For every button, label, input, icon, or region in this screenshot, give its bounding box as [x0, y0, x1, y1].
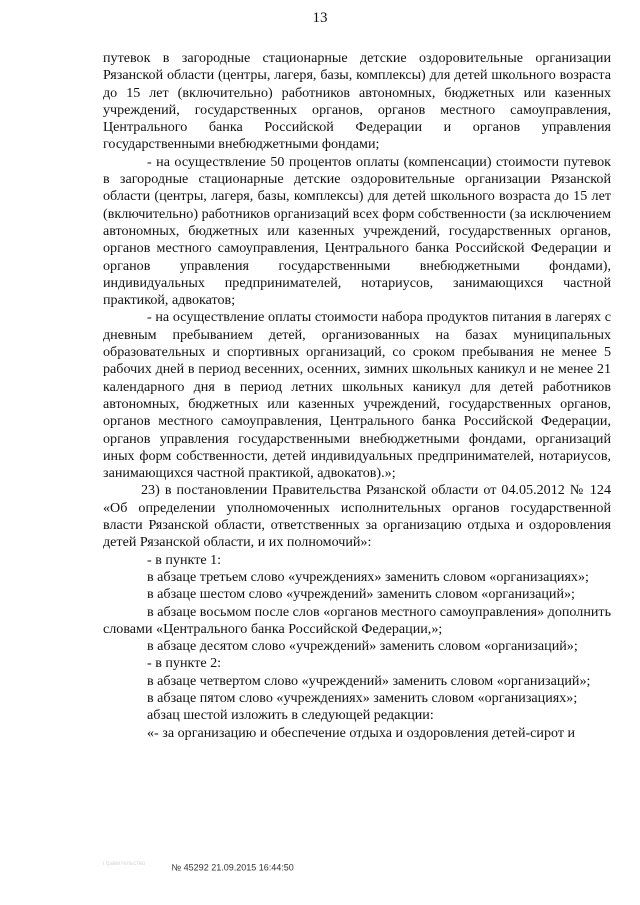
page-number: 13: [312, 10, 328, 26]
paragraph: «- за организацию и обеспечение отдыха и оздоровления детей-сирот и: [147, 724, 576, 741]
paragraph: в абзаце четвертом слово «учреждений» заменить словом «организаций»;: [147, 672, 591, 689]
document-registration-info: № 45292 21.09.2015 16:44:50: [171, 862, 294, 873]
paragraph: - на осуществление 50 процентов оплаты (компенсации) стоимости путевок в загородные стационарные детские оздоровительные организации Рязанской области (центры, лагеря, базы, комплексы) для детей школьного возраста до 15 лет (включительно) работников организаций всех форм собственности (за исключением автономных, бюджетных или казенных учреждений, государственных органов, органов местного самоуправления, Центрального банка Российской Федерации и органов управления государственными внебюджетными фондами), индивидуальных предпринимателей, нотариусов, занимающихся частной практикой, адвокатов;: [103, 153, 611, 309]
paragraph: - на осуществление оплаты стоимости набора продуктов питания в лагерях с дневным пребыванием детей, организованных на базах муниципальных образовательных и спортивных организаций, со сроком пребывания не менее 5 рабочих дней в период весенних, осенних, зимних школьных каникул и не менее 21 календарного дня в период летних школьных каникул для детей работников автономных, бюджетных или казенных учреждений, государственных органов, органов местного самоуправления, Центрального банка Российской Федерации, органов управления государственными внебюджетными фондами, организаций иных форм собственности, детей индивидуальных предпринимателей, нотариусов, занимающихся частной практикой, адвокатов).»;: [103, 309, 611, 482]
document-body: [103, 50, 611, 742]
paragraph: в абзаце третьем слово «учреждениях» заменить словом «организациях»;: [147, 568, 589, 585]
paragraph: абзац шестой изложить в следующей редакции:: [147, 707, 434, 724]
footer: [103, 861, 294, 875]
paragraph: - в пункте 2:: [147, 655, 222, 672]
paragraph: 23) в постановлении Правительства Рязанской области от 04.05.2012 № 124 «Об определении уполномоченных исполнительных органов государственной власти Рязанской области, ответственных за организацию отдыха и оздоровления детей Рязанской области, и их полномочий»:: [103, 482, 611, 551]
paragraph: путевок в загородные стационарные детские оздоровительные организации Рязанской области (центры, лагеря, базы, комплексы) для детей школьного возраста до 15 лет (включительно) работников автономных, бюджетных или казенных учреждений, государственных органов, органов местного самоуправления, Центрального банка Российской Федерации и органов управления государственными внебюджетными фондами;: [103, 50, 611, 153]
paragraph: - в пункте 1:: [147, 551, 222, 568]
paragraph: в абзаце десятом слово «учреждений» заменить словом «организаций»;: [147, 638, 578, 655]
paragraph: в абзаце шестом слово «учреждений» заменить словом «организаций»;: [147, 586, 575, 603]
stamp-watermark: Правительство: [103, 861, 146, 867]
paragraph: в абзаце восьмом после слов «органов местного самоуправления» дополнить словами «Центрального банка Российской Федерации,»;: [103, 603, 611, 637]
paragraph: в абзаце пятом слово «учреждениях» заменить словом «организациях»;: [147, 689, 578, 706]
